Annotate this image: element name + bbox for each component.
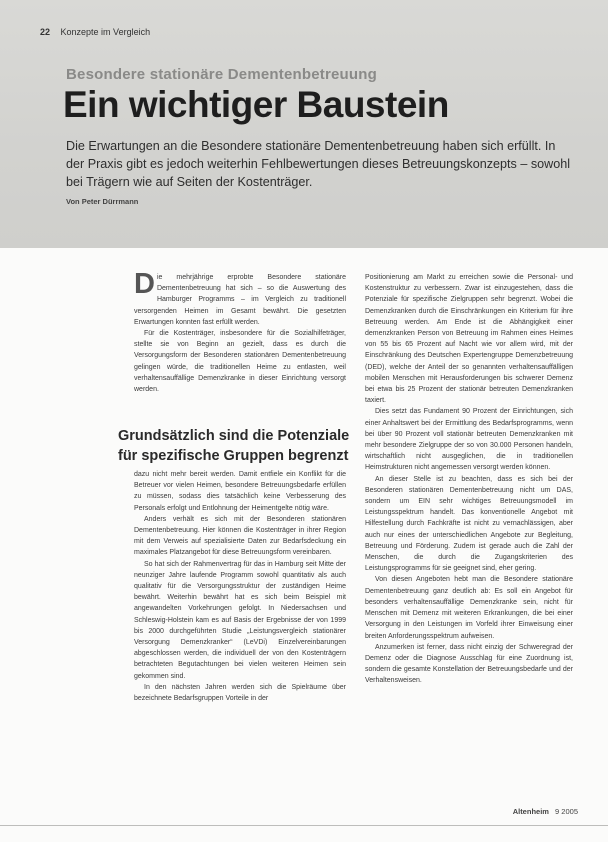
body-paragraph: Dies setzt das Fundament 90 Prozent der Einrichtungen, sich einer Anhaltswert bei der Ermittlung des Bedarfsprogramms, wenn bei über 90 Prozent voll stationär betreuten Demenzkranken mit mehr besondere Zielgruppe der so von 30.000 Personen handeln, wirtschaftlich nicht ausgeglichen, die in traditionellen Heimstrukturen nicht angemessen versorgt werden können. bbox=[365, 408, 573, 472]
body-column-right bbox=[365, 272, 573, 687]
body-paragraph: Für die Kostenträger, insbesondere für die Sozialhilfeträger, stellte sie von Beginn an gezielt, dass es durch die Versorgungsform der Besonderen stationären Dementenbetreuung gelingen würde, die traditionellen Heime zu entlasten, weil verhaltensauffällige Demenzkranke in dieser Einrichtung versorgt werden. bbox=[134, 330, 346, 394]
body-paragraph: Positionierung am Markt zu erreichen sowie die Personal- und Kostenstruktur zu verbessern. Zwar ist einzugestehen, dass die Potenziale für spezifische Zielgruppen sehr begrenzt. Wobei die Demenzkranken durch die Einschränkungen ein Kriterium für ihre Betreuung werden. Am Ende ist die Abhängigkeit einer demenzkranken Person von Betreuung im Rahmen eines Heimes von 55 bis 65 Prozent auf Nacht wie vor allem wird, mit der Einschränkung des Deutschen Expertengruppe Demenzbetreuung (DED), welche der Anteil der so genannten verhaltensauffälligen mobilen Menschen mit Herausforderungen bis schwerer Demenz bei etwa bis 25 Prozent der stationär betreuten Demenzkranken taxiert. bbox=[365, 274, 573, 405]
body-paragraph: Anders verhält es sich mit der Besonderen stationären Dementenbetreuung. Hier können die Kostenträger in ihrer Region mit dem Verweis auf spezialisierte Daten zur Bedarfsdeckung ein maximales Platzangebot für diese Betreuungsform vereinbaren. bbox=[134, 515, 346, 557]
bottom-rule bbox=[0, 825, 608, 826]
author-byline: Von Peter Dürrmann bbox=[66, 197, 139, 206]
subheading: Grundsätzlich sind die Potenziale für spezifische Gruppen begrenzt bbox=[118, 428, 350, 464]
body-column-left-bottom bbox=[134, 469, 346, 704]
page-footer bbox=[513, 807, 578, 816]
running-header bbox=[40, 27, 150, 37]
lead-paragraph: Die Erwartungen an die Besondere stationäre Dementenbetreuung haben sich erfüllt. In der Praxis gibt es jedoch weiterhin Fehlbewertungen dieses Betreuungskonzepts – sowohl bei Trägern wie auf Seiten der Kostenträger. bbox=[66, 139, 571, 189]
kicker: Besondere stationäre Dementenbetreuung bbox=[66, 66, 377, 83]
body-paragraph: Anzumerken ist ferner, dass nicht einzig der Schweregrad der Demenz oder die Diagnose Ausschlag für eine Zuordnung ist, sondern die gesamte Konstellation der Betreuungsbedarfe und der Verhaltensweisen. bbox=[365, 643, 573, 685]
section-label: Konzepte im Vergleich bbox=[60, 27, 151, 37]
body-paragraph: dazu nicht mehr bereit werden. Damit entfiele ein Konflikt für die Betreuer vor vielen Heimen, besondere Betreuungsbedarfe erfüllen zu müssen, sodass dies tatsächlich keine Verbesserung des Personals erfolgt und Entlohnung der Heimentgelte nötig wäre. bbox=[134, 471, 346, 512]
page-title: Ein wichtiger Baustein bbox=[63, 84, 449, 125]
page-number: 22 bbox=[40, 27, 51, 37]
body-paragraph: An dieser Stelle ist zu beachten, dass es sich bei der Besonderen stationären Dementenbetreuung nicht um DAS, sondern um EIN sehr wichtiges Betreuungsmodell im Leistungsspektrum handelt. Das konventionelle Angebot mit Hilfestellung durch Fachkräfte ist nicht zu vernachlässigen, aber auch nur eines der unterschiedlichen Angebote zur Begleitung, Betreuung und Förderung. Zudem ist gerade auch die Zahl der Menschen, die durch die Zugangskriterien des Leistungsprogramms für sie geeignet sind, eher gering. bbox=[365, 475, 573, 573]
journal-name: Altenheim bbox=[512, 807, 549, 816]
body-paragraph: In den nächsten Jahren werden sich die Spielräume über bezeichnete Bedarfsgruppen Vorteile in der bbox=[134, 683, 346, 703]
body-paragraph: Von diesen Angeboten hebt man die Besondere stationäre Dementenbetreuung ganz deutlich ab: Es soll ein Angebot für besonders verhaltensauffällige Demenzkranke sein, nicht für Menschen mit Demenz mit weiteren Erkrankungen, die bei einer Versorgung in den Leistungen im Vorfeld ihrer Einweisung einer breiten Anforderungsspektrum aufweisen. bbox=[365, 576, 573, 640]
body-paragraph: ie mehrjährige erprobte Besondere stationäre Dementenbetreuung hat sich – so die Auswertung des Hamburger Programms – im Vergleich zu traditionell versorgenden Heimen im Gesamt bewährt. Die gesetzten Erwartungen konnten fast erfüllt werden. bbox=[134, 274, 346, 326]
body-paragraph: So hat sich der Rahmenvertrag für das in Hamburg seit Mitte der neunziger Jahre laufende Programm sowohl quantitativ als auch qualitativ für die Versorgungsstruktur der zuständigen Heime bewährt. Weiterhin bewährt hat es sich beim Beispiel mit angewandelten Vorkehrungen gefolgt. In Niedersachsen und Schleswig-Holstein kam es auf Basis der Ergebnisse der von 1999 bis 2000 durchgeführten Studie „Leistungsvergleich stationärer Versorgung Demenzkranker“ (LeVDi) Einzelvereinbarungen abgeschlossen werden, die individuell der von den Kostenträgern betrachteten Begutachtungen bei vielen weiteren Heimen sein gekommen sind. bbox=[134, 560, 346, 680]
body-column-left-top bbox=[134, 268, 346, 395]
journal-issue: 9 2005 bbox=[555, 807, 578, 816]
drop-cap: D bbox=[134, 268, 155, 300]
